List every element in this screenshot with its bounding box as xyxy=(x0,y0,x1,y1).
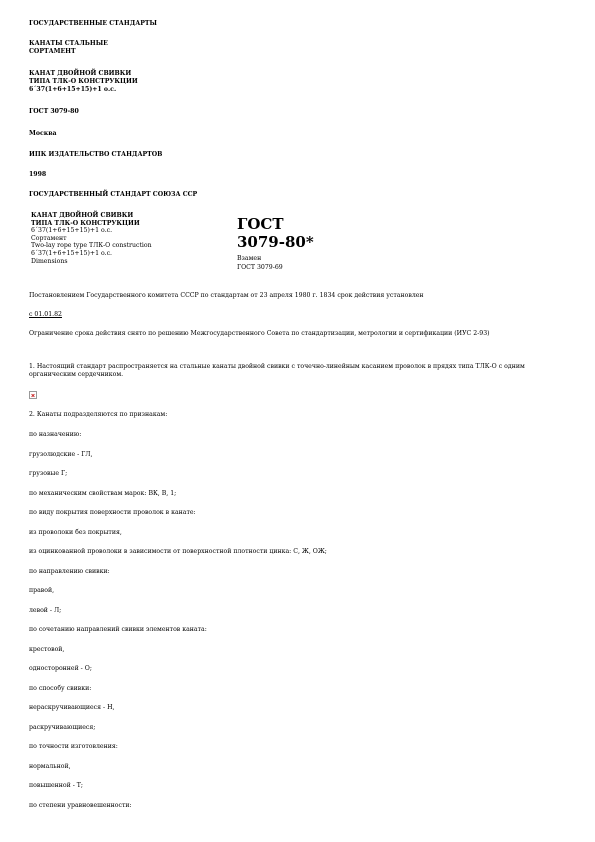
paragraph-2: 2. Канаты подразделяются по признакам: xyxy=(29,411,168,418)
rope-type: ТИПА ТЛК-О КОНСТРУКЦИИ xyxy=(29,78,138,85)
limitation-text: Ограничение срока действия снято по решению Межгосударственного Совета по стандартизации, метрологии и сертификации (ИУС 2-93) xyxy=(29,330,490,337)
title-ru-assortment: Сортамент xyxy=(31,234,67,242)
effective-date: с 01.01.82 xyxy=(29,311,62,318)
state-standards-heading: ГОСУДАРСТВЕННЫЕ СТАНДАРТЫ xyxy=(29,20,157,27)
list-item: по направлению свивки: xyxy=(29,568,110,575)
list-item: правой, xyxy=(29,587,55,594)
title-en: Two-lay rope type ТЛК-О construction xyxy=(31,242,152,250)
list-item: по сочетанию направлений свивки элементов каната: xyxy=(29,626,207,633)
list-item: из оцинкованной проволоки в зависимости от поверхностной плотности цинка: С, Ж, ОЖ; xyxy=(29,548,327,555)
paragraph-1: 1. Настоящий стандарт распространяется на стальные канаты двойной свивки с точечно-линейным касанием проволок в прядях типа ТЛК-О с одним органическим сердечником. xyxy=(29,363,525,378)
year: 1998 xyxy=(29,171,47,178)
list-item: по назначению: xyxy=(29,431,82,438)
title-ru-line-2: ТИПА ТЛК-О КОНСТРУКЦИИ xyxy=(31,219,140,227)
title-ru-formula: 6´37(1+6+15+15)+1 о.с. xyxy=(31,227,113,235)
gost-number: 3079-80* xyxy=(237,233,314,251)
publisher: ИПК ИЗДАТЕЛЬСТВО СТАНДАРТОВ xyxy=(29,151,163,158)
list-item: по точности изготовления: xyxy=(29,743,118,750)
list-item: по виду покрытия поверхности проволок в канате: xyxy=(29,509,196,516)
gost-label: ГОСТ xyxy=(237,215,284,233)
gost-code: ГОСТ 3079-80 xyxy=(29,108,79,115)
city: Москва xyxy=(29,130,57,137)
list-item: повышенной - Т; xyxy=(29,782,84,789)
list-item: левой - Л; xyxy=(29,607,62,614)
list-item: нормальной, xyxy=(29,763,71,770)
title-ru-line-1: КАНАТ ДВОЙНОЙ СВИВКИ xyxy=(31,212,134,219)
list-item: по механическим свойствам марок: ВК, В, 1; xyxy=(29,490,177,497)
list-item: по способу свивки: xyxy=(29,685,92,692)
assortment-heading: СОРТАМЕНТ xyxy=(29,48,76,55)
rope-formula: 6´37(1+6+15+15)+1 о.с. xyxy=(29,86,117,93)
title-en-dimensions: Dimensions xyxy=(31,257,68,265)
title-en-formula: 6´37(1+6+15+15)+1 o.c. xyxy=(31,249,113,257)
ropes-heading: КАНАТЫ СТАЛЬНЫЕ xyxy=(29,40,108,47)
list-item: грузовые Г; xyxy=(29,470,68,477)
union-standard-heading: ГОСУДАРСТВЕННЫЙ СТАНДАРТ СОЮЗА ССР xyxy=(29,191,198,198)
list-item: односторонней - О; xyxy=(29,665,92,672)
replaces-value: ГОСТ 3079-69 xyxy=(237,264,283,271)
broken-image-icon xyxy=(29,391,37,399)
list-item: нераскручивающиеся - Н, xyxy=(29,704,115,711)
list-item: грузолюдские - ГЛ, xyxy=(29,451,93,458)
list-item: из проволоки без покрытия, xyxy=(29,529,122,536)
replaces-label: Взамен xyxy=(237,255,262,262)
list-item: крестовой, xyxy=(29,646,65,653)
list-item: раскручивающиеся; xyxy=(29,724,96,731)
resolution-text: Постановлением Государственного комитета СССР по стандартам от 23 апреля 1980 г. 1834 срок действия установлен xyxy=(29,292,424,299)
title-block-left xyxy=(31,212,152,265)
rope-title: КАНАТ ДВОЙНОЙ СВИВКИ xyxy=(29,70,132,77)
list-item: по степени уравновешенности: xyxy=(29,802,132,809)
